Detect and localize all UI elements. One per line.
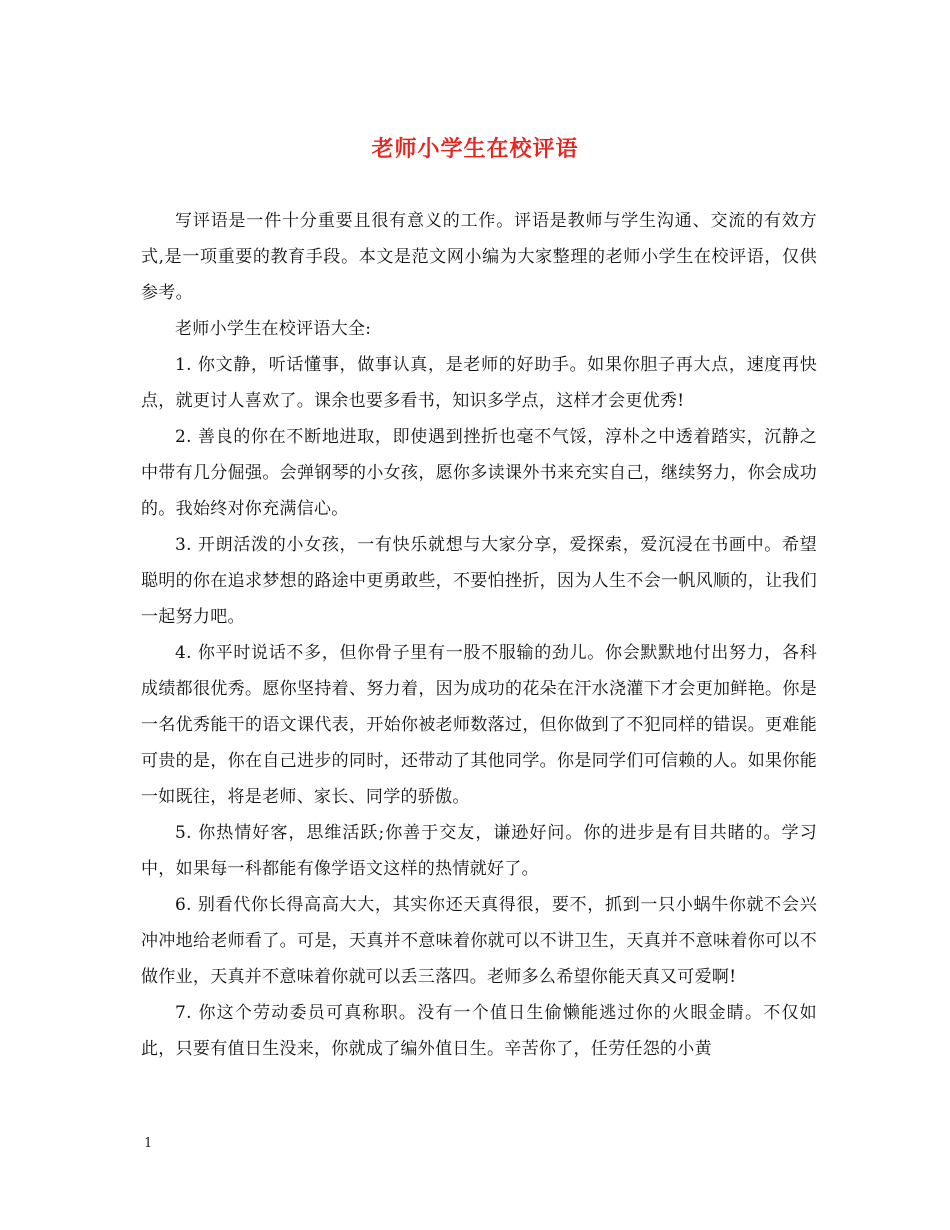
comment-item-3: 3. 开朗活泼的小女孩，一有快乐就想与大家分享，爱探索，爱沉浸在书画中。希望聪明的你在追求梦想的路途中更勇敢些，不要怕挫折，因为人生不会一帆风顺的，让我们一起努力吧。 [141, 535, 817, 627]
comment-item-7: 7. 你这个劳动委员可真称职。没有一个值日生偷懒能逃过你的火眼金睛。不仅如此，只要有值日生没来，你就成了编外值日生。辛苦你了，任劳任怨的小黄 [141, 1003, 817, 1059]
comment-item-2: 2. 善良的你在不断地进取，即使遇到挫折也毫不气馁，淳朴之中透着踏实，沉静之中带有几分倔强。会弹钢琴的小女孩，愿你多读课外书来充实自己，继续努力，你会成功的。我始终对你充满信心。 [141, 427, 817, 519]
page-title: 老师小学生在校评语 [371, 136, 579, 162]
comment-item-5: 5. 你热情好客，思维活跃;你善于交友，谦逊好问。你的进步是有目共睹的。学习中，如果每一科都能有像学语文这样的热情就好了。 [141, 823, 817, 879]
comment-item-6: 6. 别看代你长得高高大大，其实你还天真得很，要不，抓到一只小蜗牛你就不会兴冲冲地给老师看了。可是，天真并不意味着你就可以不讲卫生，天真并不意味着你可以不做作业，天真并不意味着你就可以丢三落四。老师多么希望你能天真又可爱啊! [141, 895, 817, 987]
page-number: 1 [144, 1136, 153, 1151]
document-body [141, 203, 817, 1067]
section-heading: 老师小学生在校评语大全: [175, 319, 372, 339]
comment-item-1: 1. 你文静，听话懂事，做事认真，是老师的好助手。如果你胆子再大点，速度再快点，就更讨人喜欢了。课余也要多看书，知识多学点，这样才会更优秀! [141, 355, 817, 411]
comment-item-4: 4. 你平时说话不多，但你骨子里有一股不服输的劲儿。你会默默地付出努力，各科成绩都很优秀。愿你坚持着、努力着，因为成功的花朵在汗水浇灌下才会更加鲜艳。你是一名优秀能干的语文课代表，开始你被老师数落过，但你做到了不犯同样的错误。更难能可贵的是，你在自己进步的同时，还带动了其他同学。你是同学们可信赖的人。如果你能一如既往，将是老师、家长、同学的骄傲。 [141, 643, 817, 807]
intro-paragraph: 写评语是一件十分重要且很有意义的工作。评语是教师与学生沟通、交流的有效方式,是一项重要的教育手段。本文是范文网小编为大家整理的老师小学生在校评语，仅供参考。 [141, 211, 817, 303]
